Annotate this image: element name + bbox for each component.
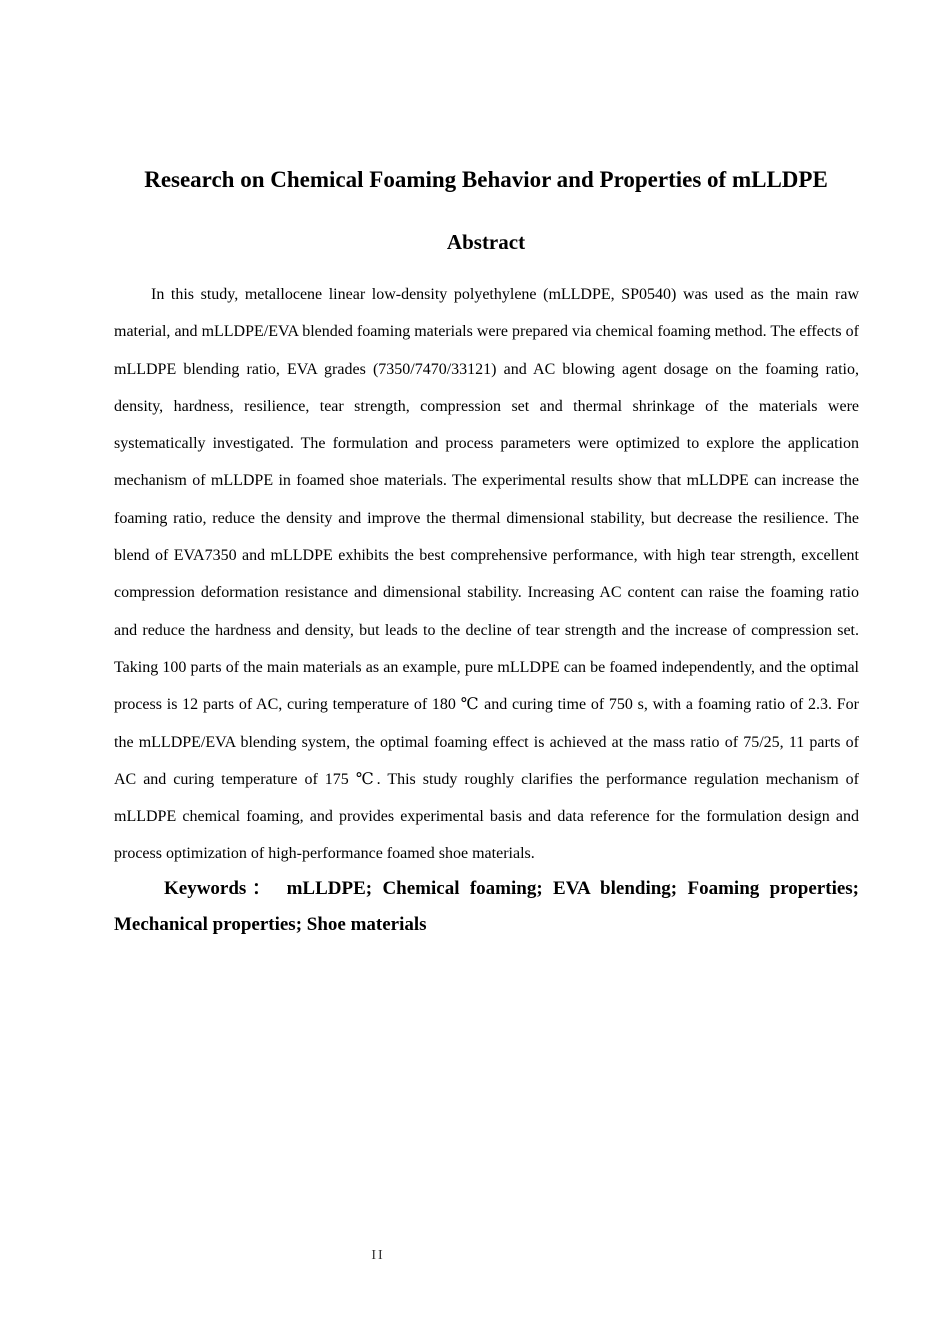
abstract-body: In this study, metallocene linear low-density polyethylene (mLLDPE, SP0540) was used as the main raw material, and mLLDPE/EVA blended foaming materials were prepared via chemical foaming method. The effects of mLLDPE blending ratio, EVA grades (7350/7470/33121) and AC blowing agent dosage on the foaming ratio, density, hardness, resilience, tear strength, compression set and thermal shrinkage of the materials were systematically investigated. The formulation and process parameters were optimized to explore the application mechanism of mLLDPE in foamed shoe materials. The experimental results show that mLLDPE can increase the foaming ratio, reduce the density and improve the thermal dimensional stability, but decrease the resilience. The blend of EVA7350 and mLLDPE exhibits the best comprehensive performance, with high tear strength, excellent compression deformation resistance and dimensional stability. Increasing AC content can raise the foaming ratio and reduce the hardness and density, but leads to the decline of tear strength and the increase of compression set. Taking 100 parts of the main materials as an example, pure mLLDPE can be foamed independently, and the optimal process is 12 parts of AC, curing temperature of 180 ℃ and curing time of 750 s, with a foaming ratio of 2.3. For the mLLDPE/EVA blending system, the optimal foaming effect is achieved at the mass ratio of 75/25, 11 parts of AC and curing temperature of 175 ℃. This study roughly clarifies the performance regulation mechanism of mLLDPE chemical foaming, and provides experimental basis and data reference for the formulation design and process optimization of high-performance foamed shoe materials. <box>114 286 859 863</box>
keywords-label: Keywords： <box>164 878 277 899</box>
page-number: II <box>371 1248 385 1263</box>
keywords-list: mLLDPE; Chemical foaming; EVA blending; Foaming properties; Mechanical properties; Shoe materials <box>114 878 860 935</box>
keywords <box>114 871 859 943</box>
abstract-heading: Abstract <box>446 230 526 254</box>
paper-title: Research on Chemical Foaming Behavior and Properties of mLLDPE <box>144 167 828 192</box>
